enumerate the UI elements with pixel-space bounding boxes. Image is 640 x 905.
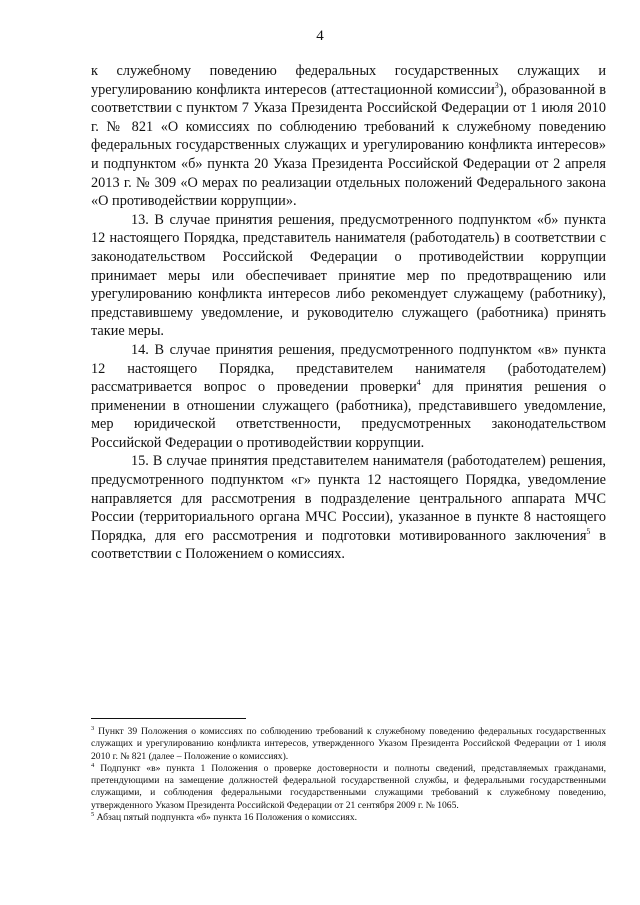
paragraph-14 bbox=[91, 341, 606, 453]
paragraph-text: ), образованной в соответствии с пунктом 7 Указа Президента Российской Федерации от 1 июля 2010 г. № 821 «О комиссиях по соблюдению требований к служебному поведению федеральных государственных служащих и урегулированию конфликта интересов» и подпунктом «б» пункта 20 Указа Президента Российской Федерации от 2 апреля 2013 г. № 309 «О мерах по реализации отдельных положений Федерального закона «О противодействии коррупции». bbox=[91, 81, 606, 210]
paragraph-text: для принятия решения о применении в отношении служащего (работника), представившего уведомление, мер юридической ответственности, предусмотренных законодательством Российской Федерации о противодействии коррупции. bbox=[91, 379, 606, 451]
footnote-ref: 3 bbox=[494, 80, 499, 90]
paragraph-13: 13. В случае принятия решения, предусмотренного подпунктом «б» пункта 12 настоящего Порядка, представитель нанимателя (работодатель) в соответствии с законодательством Российской Федерации о противодействии коррупции принимает меры или обеспечивает принятие мер по предотвращению или урегулированию конфликта интересов либо рекомендует служащему (работнику), представившему уведомление, и руководителю служащего (работника) принять такие меры. bbox=[91, 211, 606, 340]
footnote-text: Пункт 39 Положения о комиссиях по соблюдению требований к служебному поведению федеральных государственных служащих и урегулированию конфликта интересов, утвержденного Указом Президента Российской Федерации от 1 июля 2010 г. № 821 (далее – Положение о комиссиях). bbox=[91, 726, 606, 762]
footnote-divider bbox=[91, 718, 246, 719]
footnote-number: 3 bbox=[91, 725, 95, 732]
paragraph-text: 15. В случае принятия представителем нанимателя (работодателем) решения, предусмотренного подпунктом «г» пункта 12 настоящего Порядка, уведомление направляется для рассмотрения в подразделение центрального аппарата МЧС России (территориального органа МЧС России), указанное в пункте 8 настоящего Порядка, для его рассмотрения и подготовки мотивированного заключения bbox=[91, 453, 606, 544]
footnote-number: 5 bbox=[91, 811, 95, 819]
footnotes bbox=[91, 726, 606, 824]
footnote-ref: 4 bbox=[416, 378, 421, 388]
footnote-text: Подпункт «в» пункта 1 Положения о проверке достоверности и полноты сведений, представляемых гражданами, претендующими на замещение должностей федеральной государственной службы, и федеральными государственными служащими, и соблюдения федеральными государственными служащими требований к служебному поведению, утвержденного Указом Президента Российской Федерации от 21 сентября 2009 г. № 1065. bbox=[91, 762, 606, 811]
paragraph-text: 14. В случае принятия решения, предусмотренного подпунктом «в» пункта 12 настоящего Порядка, представителем нанимателя (работодателем) рассматривается вопрос о проведении проверки bbox=[91, 341, 606, 396]
footnote-ref: 5 bbox=[586, 526, 591, 536]
footnote-number: 4 bbox=[91, 761, 95, 769]
paragraph-15 bbox=[91, 452, 606, 564]
footnote-text: Абзац пятый подпункта «б» пункта 16 Положения о комиссиях. bbox=[94, 812, 358, 824]
paragraph-text: к служебному поведению федеральных государственных служащих и урегулированию конфликта интересов (аттестационной комиссии bbox=[91, 63, 606, 98]
paragraph-continuation bbox=[91, 62, 606, 211]
footnote-4 bbox=[91, 763, 606, 812]
footnote-3 bbox=[91, 726, 606, 763]
footnote-5 bbox=[91, 812, 606, 824]
page-number: 4 bbox=[316, 28, 324, 44]
paragraph-text: в соответствии с Положением о комиссиях. bbox=[91, 527, 606, 563]
body-text bbox=[91, 62, 606, 564]
